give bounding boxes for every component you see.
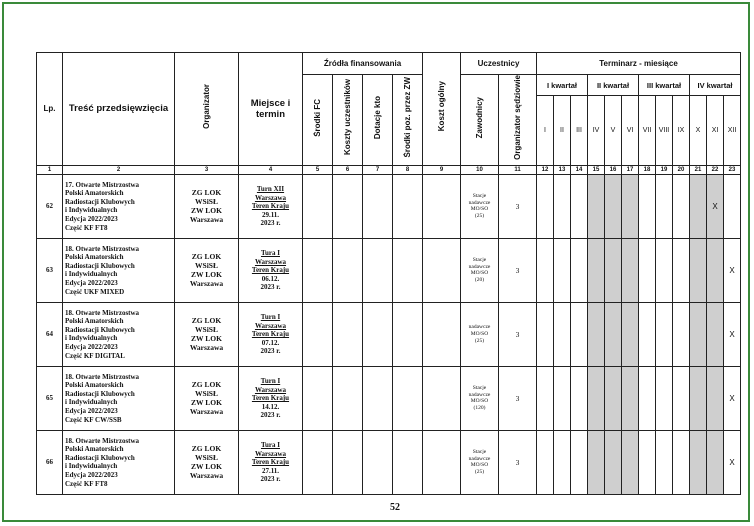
row-month-10 bbox=[690, 366, 707, 430]
header-month-10: X bbox=[690, 96, 707, 166]
events-table bbox=[36, 52, 741, 495]
tresc-line: Część KF DIGITAL bbox=[65, 351, 125, 360]
row-month-1 bbox=[537, 174, 554, 238]
tresc-line: Edycja 2022/2023 bbox=[65, 343, 118, 351]
header-month-4: IV bbox=[588, 96, 605, 166]
header-month-6: VI bbox=[622, 96, 639, 166]
row-zawodnicy bbox=[461, 366, 499, 430]
tresc-line: i Indywidualnych bbox=[65, 206, 118, 215]
header-kwartal-2: II kwartał bbox=[588, 75, 639, 96]
column-number: 18 bbox=[639, 165, 656, 174]
organizator-line: ZG LOK bbox=[191, 380, 222, 390]
column-number: 4 bbox=[239, 165, 303, 174]
row-month-2 bbox=[554, 238, 571, 302]
row-month-11 bbox=[707, 238, 724, 302]
row-month-8 bbox=[656, 174, 673, 238]
zawodnicy-line: Stacje bbox=[472, 192, 487, 199]
row-lp: 64 bbox=[37, 302, 63, 366]
zawodnicy-line: Stacje bbox=[472, 448, 487, 455]
miejsce-line: Teren Kraju bbox=[251, 394, 290, 403]
row-month-3 bbox=[571, 174, 588, 238]
zawodnicy-line: (20) bbox=[474, 277, 485, 284]
zawodnicy-line: MO/SO bbox=[470, 398, 489, 405]
row-month-3 bbox=[571, 430, 588, 494]
row-month-11 bbox=[707, 430, 724, 494]
zawodnicy-line: Stacje bbox=[472, 384, 487, 391]
tresc-line: Polski Amatorskich bbox=[65, 317, 124, 326]
column-number: 9 bbox=[423, 165, 461, 174]
tresc-line: i Indywidualnych bbox=[65, 334, 118, 343]
tresc-line: 17. Otwarte Mistrzostwa bbox=[65, 180, 140, 189]
miejsce-line: Tura I bbox=[260, 440, 280, 449]
row-month-10 bbox=[690, 238, 707, 302]
row-tresc bbox=[63, 366, 175, 430]
zawodnicy-line: nadawcze bbox=[468, 391, 491, 398]
row-month-1 bbox=[537, 366, 554, 430]
organizator-line: WSiSŁ bbox=[195, 261, 218, 271]
row-month-4 bbox=[588, 174, 605, 238]
organizator-line: WSiSŁ bbox=[195, 453, 218, 463]
row-empty-cell bbox=[393, 430, 423, 494]
column-number: 10 bbox=[461, 165, 499, 174]
row-month-10 bbox=[690, 302, 707, 366]
row-month-3 bbox=[571, 366, 588, 430]
row-month-8 bbox=[656, 238, 673, 302]
row-miejsce bbox=[239, 238, 303, 302]
column-number: 6 bbox=[333, 165, 363, 174]
column-number: 19 bbox=[656, 165, 673, 174]
tresc-line: 18. Otwarte Mistrzostwa bbox=[65, 436, 140, 445]
tresc-line: 18. Otwarte Mistrzostwa bbox=[65, 308, 140, 317]
row-month-5 bbox=[605, 366, 622, 430]
row-sedziowie: 3 bbox=[499, 302, 537, 366]
tresc-line: Część KF CW/SSB bbox=[65, 415, 122, 424]
table-row bbox=[37, 430, 741, 494]
row-organizator bbox=[175, 174, 239, 238]
row-lp: 66 bbox=[37, 430, 63, 494]
row-month-9 bbox=[673, 366, 690, 430]
row-month-7 bbox=[639, 174, 656, 238]
row-month-11 bbox=[707, 302, 724, 366]
row-empty-cell bbox=[303, 238, 333, 302]
row-empty-cell bbox=[333, 366, 363, 430]
header-month-5: V bbox=[605, 96, 622, 166]
organizator-line: Warszawa bbox=[189, 343, 224, 353]
header-kwartal-1: I kwartał bbox=[537, 75, 588, 96]
column-number: 1 bbox=[37, 165, 63, 174]
tresc-line: 18. Otwarte Mistrzostwa bbox=[65, 372, 140, 381]
row-empty-cell bbox=[303, 302, 333, 366]
row-month-7 bbox=[639, 366, 656, 430]
header-month-2: II bbox=[554, 96, 571, 166]
row-month-mark: X bbox=[724, 430, 741, 494]
row-empty-cell bbox=[303, 430, 333, 494]
miejsce-line: 2023 r. bbox=[260, 283, 281, 292]
header-month-1: I bbox=[537, 96, 554, 166]
row-month-2 bbox=[554, 302, 571, 366]
row-month-10 bbox=[690, 430, 707, 494]
tresc-line: i Indywidualnych bbox=[65, 270, 118, 279]
row-zawodnicy bbox=[461, 302, 499, 366]
row-empty-cell bbox=[393, 238, 423, 302]
row-month-4 bbox=[588, 430, 605, 494]
row-miejsce bbox=[239, 174, 303, 238]
header-month-7: VII bbox=[639, 96, 656, 166]
row-miejsce bbox=[239, 366, 303, 430]
miejsce-line: 2023 r. bbox=[260, 475, 281, 484]
row-month-9 bbox=[673, 238, 690, 302]
miejsce-line: 14.12. bbox=[261, 402, 280, 411]
header-lp: Lp. bbox=[37, 53, 63, 166]
header-month-12: XII bbox=[724, 96, 741, 166]
table-row bbox=[37, 174, 741, 238]
row-month-mark: X bbox=[724, 238, 741, 302]
tresc-line: Część UKF MIXED bbox=[65, 287, 125, 296]
miejsce-line: 2023 r. bbox=[260, 347, 281, 356]
zawodnicy-line: nadawcze bbox=[468, 324, 491, 331]
row-zawodnicy bbox=[461, 238, 499, 302]
miejsce-line: 07.12. bbox=[261, 338, 280, 347]
tresc-line: Radiostacji Klubowych bbox=[65, 261, 135, 270]
zawodnicy-line: MO/SO bbox=[470, 462, 489, 469]
miejsce-line: Warszawa bbox=[254, 193, 287, 202]
column-number: 23 bbox=[724, 165, 741, 174]
row-sedziowie: 3 bbox=[499, 430, 537, 494]
zawodnicy-line: MO/SO bbox=[470, 331, 489, 337]
row-month-3 bbox=[571, 238, 588, 302]
row-month-2 bbox=[554, 430, 571, 494]
organizator-line: Warszawa bbox=[189, 407, 224, 417]
tresc-line: 18. Otwarte Mistrzostwa bbox=[65, 244, 140, 253]
header-kwartal-3: III kwartał bbox=[639, 75, 690, 96]
zawodnicy-line: (120) bbox=[473, 405, 486, 412]
row-empty-cell bbox=[363, 302, 393, 366]
row-month-7 bbox=[639, 430, 656, 494]
row-month-5 bbox=[605, 174, 622, 238]
header-sedziowie: Organizator sędziowie bbox=[499, 75, 537, 166]
tresc-line: Radiostacji Klubowych bbox=[65, 325, 135, 334]
row-empty-cell bbox=[333, 430, 363, 494]
row-empty-cell bbox=[303, 366, 333, 430]
miejsce-line: Warszawa bbox=[254, 385, 287, 394]
column-number: 21 bbox=[690, 165, 707, 174]
row-empty-cell bbox=[393, 174, 423, 238]
row-organizator bbox=[175, 366, 239, 430]
column-number: 16 bbox=[605, 165, 622, 174]
column-number: 14 bbox=[571, 165, 588, 174]
row-empty-cell bbox=[393, 302, 423, 366]
organizator-line: ZW LOK bbox=[191, 206, 222, 216]
row-month-2 bbox=[554, 366, 571, 430]
row-month-11 bbox=[707, 366, 724, 430]
organizator-line: ZG LOK bbox=[191, 316, 222, 326]
row-empty-cell bbox=[333, 302, 363, 366]
zawodnicy-line: (25) bbox=[474, 213, 485, 220]
table-row bbox=[37, 366, 741, 430]
tresc-line: Radiostacji Klubowych bbox=[65, 389, 135, 398]
row-tresc bbox=[63, 302, 175, 366]
organizator-line: ZW LOK bbox=[191, 270, 222, 280]
row-lp: 63 bbox=[37, 238, 63, 302]
column-number: 22 bbox=[707, 165, 724, 174]
row-month-1 bbox=[537, 302, 554, 366]
header-kwartal-4: IV kwartał bbox=[690, 75, 741, 96]
column-number: 15 bbox=[588, 165, 605, 174]
page-number: 52 bbox=[390, 502, 400, 513]
zawodnicy-line: MO/SO bbox=[470, 270, 489, 277]
header-srodki-zw: Środki poz. przez ZW bbox=[393, 75, 423, 166]
row-empty-cell bbox=[333, 238, 363, 302]
header-koszt: Koszt ogólny bbox=[423, 53, 461, 166]
row-month-mark: X bbox=[707, 174, 724, 238]
row-month-7 bbox=[639, 302, 656, 366]
miejsce-line: 2023 r. bbox=[260, 411, 281, 420]
row-zawodnicy bbox=[461, 174, 499, 238]
row-month-12 bbox=[724, 174, 741, 238]
zawodnicy-line: nadawcze bbox=[468, 263, 491, 270]
row-empty-cell bbox=[333, 174, 363, 238]
row-month-5 bbox=[605, 302, 622, 366]
organizator-line: WSiSŁ bbox=[195, 389, 218, 399]
column-number: 11 bbox=[499, 165, 537, 174]
row-month-3 bbox=[571, 302, 588, 366]
miejsce-line: Teren Kraju bbox=[251, 330, 290, 339]
zawodnicy-line: nadawcze bbox=[468, 199, 491, 206]
table-row bbox=[37, 238, 741, 302]
row-month-1 bbox=[537, 238, 554, 302]
row-tresc bbox=[63, 430, 175, 494]
organizator-line: ZW LOK bbox=[191, 334, 222, 344]
miejsce-line: 29.11. bbox=[261, 210, 280, 219]
miejsce-line: Turn XII bbox=[256, 184, 285, 193]
header-month-8: VIII bbox=[656, 96, 673, 166]
row-month-8 bbox=[656, 430, 673, 494]
row-month-mark: X bbox=[724, 302, 741, 366]
row-lp: 65 bbox=[37, 366, 63, 430]
tresc-line: Polski Amatorskich bbox=[65, 445, 124, 454]
organizator-line: ZG LOK bbox=[191, 444, 222, 454]
row-lp: 62 bbox=[37, 174, 63, 238]
tresc-line: Radiostacji Klubowych bbox=[65, 453, 135, 462]
zawodnicy-line: (25) bbox=[474, 469, 485, 476]
row-empty-cell bbox=[423, 430, 461, 494]
row-sedziowie: 3 bbox=[499, 238, 537, 302]
tresc-line: Część KF FT8 bbox=[65, 479, 108, 488]
zawodnicy-line: nadawcze bbox=[468, 455, 491, 462]
miejsce-line: Teren Kraju bbox=[251, 266, 290, 275]
row-month-9 bbox=[673, 430, 690, 494]
organizator-line: ZW LOK bbox=[191, 398, 222, 408]
row-empty-cell bbox=[303, 174, 333, 238]
tresc-line: i Indywidualnych bbox=[65, 398, 118, 407]
header-dotacje: Dotacje kto bbox=[363, 75, 393, 166]
column-number: 13 bbox=[554, 165, 571, 174]
row-month-6 bbox=[622, 430, 639, 494]
column-number: 12 bbox=[537, 165, 554, 174]
header-srodki-fc: Środki FC bbox=[303, 75, 333, 166]
row-month-10 bbox=[690, 174, 707, 238]
header-month-11: XI bbox=[707, 96, 724, 166]
row-zawodnicy bbox=[461, 430, 499, 494]
organizator-line: WSiSŁ bbox=[195, 197, 218, 207]
header-terminarz: Terminarz - miesiące bbox=[537, 53, 741, 75]
row-month-9 bbox=[673, 174, 690, 238]
tresc-line: Część KF FT8 bbox=[65, 223, 108, 232]
header-zrodla: Źródła finansowania bbox=[303, 53, 423, 75]
column-number: 5 bbox=[303, 165, 333, 174]
miejsce-line: 27.11. bbox=[261, 466, 280, 475]
miejsce-line: Teren Kraju bbox=[251, 202, 290, 211]
row-month-4 bbox=[588, 238, 605, 302]
row-month-8 bbox=[656, 302, 673, 366]
zawodnicy-line: MO/SO bbox=[470, 206, 489, 213]
header-uczestnicy: Uczestnicy bbox=[461, 53, 537, 75]
row-month-6 bbox=[622, 238, 639, 302]
row-sedziowie: 3 bbox=[499, 366, 537, 430]
tresc-line: Edycja 2022/2023 bbox=[65, 215, 118, 223]
tresc-line: Edycja 2022/2023 bbox=[65, 407, 118, 415]
zawodnicy-line: Stacje bbox=[472, 256, 487, 263]
miejsce-line: Warszawa bbox=[254, 449, 287, 458]
tresc-line: Edycja 2022/2023 bbox=[65, 279, 118, 287]
tresc-line: Radiostacji Klubowych bbox=[65, 197, 135, 206]
row-empty-cell bbox=[423, 366, 461, 430]
header-koszty-uczestnikow: Koszty uczestników bbox=[333, 75, 363, 166]
row-empty-cell bbox=[393, 366, 423, 430]
row-month-9 bbox=[673, 302, 690, 366]
column-number: 7 bbox=[363, 165, 393, 174]
row-empty-cell bbox=[363, 238, 393, 302]
row-empty-cell bbox=[423, 174, 461, 238]
row-month-5 bbox=[605, 238, 622, 302]
row-month-1 bbox=[537, 430, 554, 494]
zawodnicy-line: (25) bbox=[474, 337, 485, 344]
organizator-line: Warszawa bbox=[189, 215, 224, 225]
row-empty-cell bbox=[423, 238, 461, 302]
row-month-7 bbox=[639, 238, 656, 302]
row-tresc bbox=[63, 174, 175, 238]
row-empty-cell bbox=[363, 366, 393, 430]
miejsce-line: Turn I bbox=[260, 312, 281, 321]
row-month-6 bbox=[622, 366, 639, 430]
header-month-9: IX bbox=[673, 96, 690, 166]
column-number: 3 bbox=[175, 165, 239, 174]
row-empty-cell bbox=[363, 174, 393, 238]
row-month-2 bbox=[554, 174, 571, 238]
row-organizator bbox=[175, 302, 239, 366]
column-number: 2 bbox=[63, 165, 175, 174]
header-miejsce: Miejsce i termin bbox=[239, 53, 303, 166]
header-month-3: III bbox=[571, 96, 588, 166]
miejsce-line: Warszawa bbox=[254, 321, 287, 330]
column-number: 17 bbox=[622, 165, 639, 174]
row-organizator bbox=[175, 430, 239, 494]
organizator-line: WSiSŁ bbox=[195, 325, 218, 335]
table-row bbox=[37, 302, 741, 366]
row-month-6 bbox=[622, 302, 639, 366]
row-organizator bbox=[175, 238, 239, 302]
header-zawodnicy: Zawodnicy bbox=[461, 75, 499, 166]
tresc-line: Edycja 2022/2023 bbox=[65, 471, 118, 479]
miejsce-line: Warszawa bbox=[254, 257, 287, 266]
row-tresc bbox=[63, 238, 175, 302]
column-number: 8 bbox=[393, 165, 423, 174]
tresc-line: Polski Amatorskich bbox=[65, 189, 124, 198]
row-month-6 bbox=[622, 174, 639, 238]
row-month-8 bbox=[656, 366, 673, 430]
miejsce-line: 2023 r. bbox=[260, 219, 281, 228]
row-month-4 bbox=[588, 366, 605, 430]
organizator-line: ZG LOK bbox=[191, 252, 222, 262]
miejsce-line: Turn I bbox=[260, 376, 281, 385]
row-sedziowie: 3 bbox=[499, 174, 537, 238]
row-month-4 bbox=[588, 302, 605, 366]
header-tresc: Treść przedsięwzięcia bbox=[63, 53, 175, 166]
row-empty-cell bbox=[423, 302, 461, 366]
organizator-line: Warszawa bbox=[189, 279, 224, 289]
tresc-line: Polski Amatorskich bbox=[65, 253, 124, 262]
miejsce-line: Tura I bbox=[260, 248, 280, 257]
header-organizator: Organizator bbox=[175, 53, 239, 166]
tresc-line: i Indywidualnych bbox=[65, 462, 118, 471]
row-empty-cell bbox=[363, 430, 393, 494]
miejsce-line: Teren Kraju bbox=[251, 458, 290, 467]
row-month-5 bbox=[605, 430, 622, 494]
tresc-line: Polski Amatorskich bbox=[65, 381, 124, 390]
column-number: 20 bbox=[673, 165, 690, 174]
organizator-line: ZW LOK bbox=[191, 462, 222, 472]
organizator-line: ZG LOK bbox=[191, 188, 222, 198]
organizator-line: Warszawa bbox=[189, 471, 224, 481]
row-miejsce bbox=[239, 430, 303, 494]
row-month-mark: X bbox=[724, 366, 741, 430]
miejsce-line: 06.12. bbox=[261, 274, 280, 283]
row-miejsce bbox=[239, 302, 303, 366]
